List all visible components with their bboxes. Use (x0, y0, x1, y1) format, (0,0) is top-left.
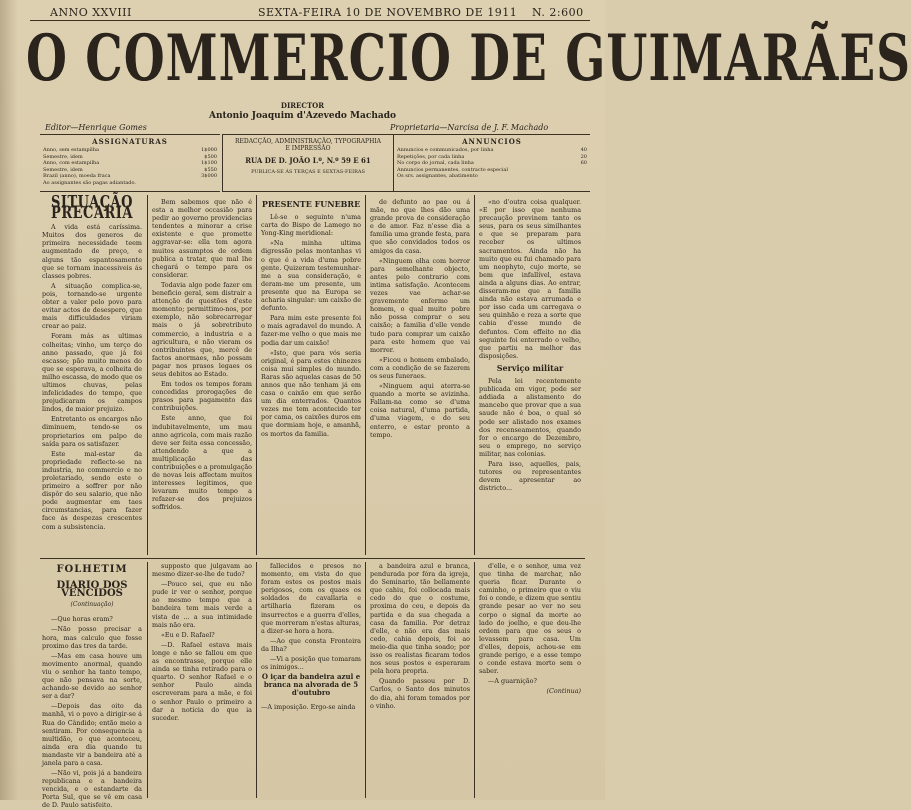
paragraph: A situação complica-se, pois, tornando-se urgente obter a valer pelo povo para evitar actos de desespero, que mais difficuldades viriam crear ao paiz. (42, 281, 142, 331)
column-3-tail: —A imposição. Ergo-se ainda (261, 702, 356, 711)
headline-servico-militar: Serviço militar (496, 363, 564, 373)
paragraph: «no d'outra coisa qualquer. «E por isso que nenhuma precaução previnem tanto os seus, para os seus similhantes e que se preparam para receber os ultimos sacramentos. Ainda não ha muito que eu fui chamado para um neophyto, cujo morte, se bem que infallível, estava ainda a alguns dias. Ao entrar, disseram-me que a familia ainda não estava arrumada e por isso cada um carregava o seu quinhão e reza a sorte que cabia d'esse mundo de defuntos. Com effeito no dia seguinte foi enterrado o velho, que partiu na melhor das disposições. (479, 198, 581, 360)
article-presente-funebre (261, 198, 361, 553)
column-rule (365, 195, 366, 555)
price-value: 20 (580, 153, 587, 160)
paragraph: A vida está caríssima. Muitos dos generos de primeira necessidade teem augmentado de preço, e alguns tão espantosamente que se tornam inacessiveis ás classes pobres. (42, 223, 142, 280)
article-continuation (152, 198, 252, 553)
price-value: 1$100 (201, 160, 217, 166)
article-situacao-precaria (42, 193, 142, 553)
price-value: 40 (580, 147, 587, 153)
paragraph: —A guarnição? (488, 677, 537, 686)
subscriptions-title: ASSIGNATURAS (92, 137, 168, 146)
folhetim-label: FOLHETIM (56, 564, 128, 575)
folhetim-column-3 (261, 562, 361, 798)
column-rule (256, 562, 257, 798)
column-rule (147, 195, 148, 555)
paragraph: Para mim este presente foi o mais agradavel do mundo. A fazer-me velho o que mais me podia dar um caixão! (261, 314, 361, 347)
paragraph: Pela lei recentemente publicada em vigor, pode ser addiada a alistamento do mancebo que provar que a sua saude não é boa, o qual só pode ser alistado nos exames dos recenseamentos, quando for o encargo de Dezembro, seu o emprego, no serviço militar, nas colonias. (479, 377, 581, 458)
paragraph: «Ninguem aqui aterra-se quando a morte se avizinha. Fallam-na como se d'uma coisa natural, d'uma partida, d'uma viagem, e do seu enterro, e estar pronto a tempo. (370, 382, 470, 439)
price-label: Ao assignantes são pagas adiantado. (43, 179, 137, 186)
paragraph: Em todos os tempos foram concedidas prorogações de prasos para pagamento das contribuições. (152, 380, 252, 413)
paragraph: a bandeira azul e branca, pendurada por fóra da igreja, do Seminario, tão bellamente que cahiu, foi collocada mais cedo do que o costume, proxima do ceu, e depois da partida e da sua chegada a casa da familia. Por detraz d'elle, e não era das mais cedo, cahia depois, foi ao meio-dia que tinha soado; por isso os realistas ficaram todos nos seus postos e esperaram pela hora propria. (370, 562, 470, 676)
publication-days: PUBLICA-SE ÁS TERÇAS E SEXTAS-FEIRAS (251, 169, 365, 175)
ads-list (394, 146, 590, 181)
price-label: Os srs. assignantes, abatimento (397, 173, 478, 179)
price-label: No corpo do jornal, cada linha (397, 160, 474, 166)
paragraph: —Que horas eram? (51, 615, 113, 624)
price-row (43, 180, 217, 187)
paragraph: —Não vi, pois já a bandeira republicana e a bandeira vencida, e o estandarte da Porta Sul, que se vê em casa de D. Paulo satisfeito. (42, 769, 142, 810)
office-box (222, 134, 394, 192)
paragraph: —Vi a posição que tomaram os inimigos... (261, 655, 361, 672)
column-rule (474, 195, 475, 555)
headline-situacao: SITUAÇÃO PRECARIA (51, 193, 133, 224)
paragraph: de defunto ao pae ou á mãe, no que lhes dão uma grande prova de consideração e de amor. Faz n'esse dia a familia uma grande festa, para que são convidados todos os amigos da casa. (370, 198, 470, 255)
paragraph: —Pouco sei, que eu não pude ir ver o senhor, porque ao mesmo tempo que a bandeira tem mais verde a vista de ... a sua intimidade mais não era. (152, 580, 252, 629)
paragraph: —D. Rafael estava mais longe e não se fallou em que as encontrasse, porque elle ainda se tinha retirado para o quarto. O senhor Rafael e o senhor Paulo ainda escreveram para a mãe, e foi o senhor Paulo o primeiro a dar a noticia do que ia suceder. (152, 640, 252, 722)
article-funebre-end (479, 198, 581, 358)
paragraph: Todavia algo pode fazer em beneficio geral, sem distrair a attenção de questões d'este momento; permittimo-nos, por exemplo, não sobrecarregar mais o já sobretributo commercio, a industria e a agricultura, e não vieram os contribuintes que, mercê de factos anormaes, não possam pagar nos prasos legaes os seus debitos ao Estado. (152, 280, 252, 378)
folhetim-title: DIARIO DOS VENCIDOS (56, 580, 128, 600)
folhetim-column (42, 562, 142, 810)
folhetim-rule (40, 558, 585, 559)
paragraph: «Na minha ultima digressão pelas montanhas vi o que é a vida d'uma pobre gente. Quizeram testemunhar-me a sua consideração, e deram-me um presente, um presente que na Europa se acharia singular: um caixão de defunto. (261, 239, 361, 313)
ads-title: ANNUNCIOS (462, 137, 522, 146)
price-value: 3$000 (201, 173, 217, 179)
price-value: $550 (204, 166, 217, 173)
price-label: Brazil (anno), moeda fraca (43, 173, 111, 179)
column-rule (256, 195, 257, 555)
subtitle-bandeira: O içar da bandeira azul e branca na alvorada de 5 d'outubro (261, 672, 361, 698)
paragraph: —Depois das oito da manhã, vi o povo a dirigir-se á Rua do Cândido; então meio a sentiram. Por consequencia a multidão, o que aconteceu, ainda era dia quando tu mandaste vir a bandeira até a janela para a casa. (42, 702, 142, 767)
header-rule (30, 20, 590, 21)
article-servico-militar (479, 362, 581, 554)
subscriptions-box (40, 134, 220, 192)
price-label: Annuncios e communicados, por linha (397, 147, 494, 153)
office-subtitle: E IMPRESSÃO (285, 145, 331, 152)
price-value: 60 (580, 160, 587, 166)
paragraph: —Ao que consta Fronteira da Ilha? (261, 636, 361, 653)
paragraph: supposto que julgavam ao mesmo dizer-se-lhe de tudo? (152, 562, 252, 579)
folhetim-column-5 (479, 562, 581, 798)
article-funebre-continued (370, 198, 470, 553)
continues-label: (Continua) (546, 687, 581, 696)
headline-presente-funebre: PRESENTE FUNEBRE (261, 199, 361, 209)
paragraph: d'elle, e o senhor, uma vez que tinha de marchar, não queria ficar. Durante o caminho, o primeiro que o viu foi o conde, e dizem que sentiu grande pesar ao ver no seu corpo o signal da morte ao lado do joelho, e que deu-lhe ordem para que os seus o levassem para casa. Um d'elles, depois, achou-se em grande perigo, e a esse tempo o conde estava morto sem o saber. (479, 562, 581, 676)
paragraph: «Isto, que para vós seria original, é para estes chinezes coisa mui simples do mundo. Raras são aquelas casas de 50 annos que não tenham já em casa o caixão em que serão um dia enterrados. Quantos vezes me tem acontecido ter por cama, os caixões duros em que dormiam hoje, e amanhã, os mortos da familia. (261, 348, 361, 438)
paragraph: «Eu e D. Rafael? (161, 630, 215, 639)
paragraph: Lê-se o seguinte n'uma carta do Bispo de Lamego no Yong-King meridional: (261, 213, 361, 238)
price-label: Semestre, idem (43, 166, 83, 173)
editor-credit: Editor—Henrique Gomes (45, 123, 147, 132)
price-label: Anno, com estampilha (43, 160, 100, 166)
column-rule (365, 562, 366, 798)
paragraph: Este anno, que foi indubitavelmente, um mau anno agricola, com mais razão deve ser feita essa concessão, attendendo a que a multiplicação das contribuições e a promulgação de novas leis affectam muitos interesses legitimos, que levaram muito tempo a refazer-se dos prejuizos soffridos. (152, 414, 252, 512)
folhetim-column-4 (370, 562, 470, 798)
paragraph: Bem sabemos que não é esta a melhor occasião para pedir ao governo providencias tendentes a minorar a crise existente e que promette aggravar-se: ella tem agora muitos assumptos de ordem publica a tratar, que mal lhe chegará o tempo para os considerar. (152, 198, 252, 279)
paragraph: «Ficou o homem embalado, com a condição de se fazerem os seus funeraes. (370, 355, 470, 380)
director-name: Antonio Joaquim d'Azevedo Machado (209, 111, 396, 121)
director-label: DIRECTOR (280, 101, 325, 110)
price-label: Anno, sem estampilha (43, 147, 99, 153)
price-label: Annuncios permanentes, contracto especial (397, 166, 508, 173)
price-row (397, 173, 587, 180)
price-label: Repetições, por cada linha (397, 153, 465, 160)
issue-number: N. 2:600 (532, 6, 584, 19)
column-rule (474, 562, 475, 798)
office-address: RUA DE D. JOÃO I.º, N.º 59 E 61 (245, 156, 371, 165)
subscriptions-list (40, 146, 220, 187)
paragraph: «Ninguem olha com horror para semelhante objecto, antes pelo contrario com intima satisfação. Acontecem vezes vae achar-se gravemente enfermo um homem, o qual muito pobre não possa comprar o seu caixão; a familia d'elle vende tudo para comprar um caixão para este homem que vai morrer. (370, 256, 470, 354)
paragraph: Foram más as ultimas colheitas; vinho, um terço do anno passado, que já foi escasso; pão muito menos do que se esperava, a colheita de milho escassa, de modo que os ultimos chuvas, pelas infelicidades do tempo, que prejudicaram os campos lindos, de maior prejuizo. (42, 332, 142, 414)
office-title: REDACÇÃO, ADMINISTRAÇÃO, TYPOGRAPHIA (234, 138, 382, 145)
year-label: ANNO XXVIII (50, 6, 132, 19)
folhetim-continuation: (Continuação) (70, 601, 114, 609)
column-rule (147, 562, 148, 798)
paragraph: Este mal-estar da propriedade reflecte-se na industria, no commercio e no proletariado, sendo este o primeiro a soffrer por não dispôr do seu salario, que não pode augmentar em taes circumstancias, para fazer face ás despezas crescentes com a subsistencia. (42, 449, 142, 531)
price-label: Semestre, idem (43, 153, 83, 160)
paragraph: Entretanto os encargos não diminuem, tendo-se os proprietarios em palpo de saída para os satisfazer. (42, 415, 142, 448)
newspaper-title: O COMMERCIO DE GUIMARÃES (26, 22, 911, 97)
paragraph: Para isso, aquelles, pais, tutores ou representantes devem apresentar ao districto... (479, 460, 581, 493)
paragraph: fallecidos e presos no momento, em vista do que foram estes os postos mais perigosos, com os quaes os soldados de cavallaria e artilharia fizeram os insurrectos e a guerra d'elles, que morreram n'estas alturas, a dizer-se hora a hora. (261, 562, 361, 635)
paragraph: Quando passou por D. Carlos, o Santo dos minutos do dia, ahi foram tomados por o vinho. (370, 677, 470, 710)
folhetim-column-2 (152, 562, 252, 798)
paragraph: —Não posso precisar a hora, mas calculo que fosse proximo das tres da tarde. (42, 625, 142, 650)
price-value: 1$000 (201, 147, 217, 153)
issue-date: SEXTA-FEIRA 10 DE NOVEMBRO DE 1911 (258, 6, 518, 19)
owner-credit: Proprietaria—Narcisa de J. F. Machado (390, 123, 549, 132)
paragraph: —Mas em casa houve um movimento anormal, quando viu o senhor ha tanto tempo, que não pensava na sorte, achando-se devido ao senhor ser a dar? (42, 651, 142, 701)
ads-box (394, 134, 590, 192)
price-value: $500 (204, 153, 217, 160)
